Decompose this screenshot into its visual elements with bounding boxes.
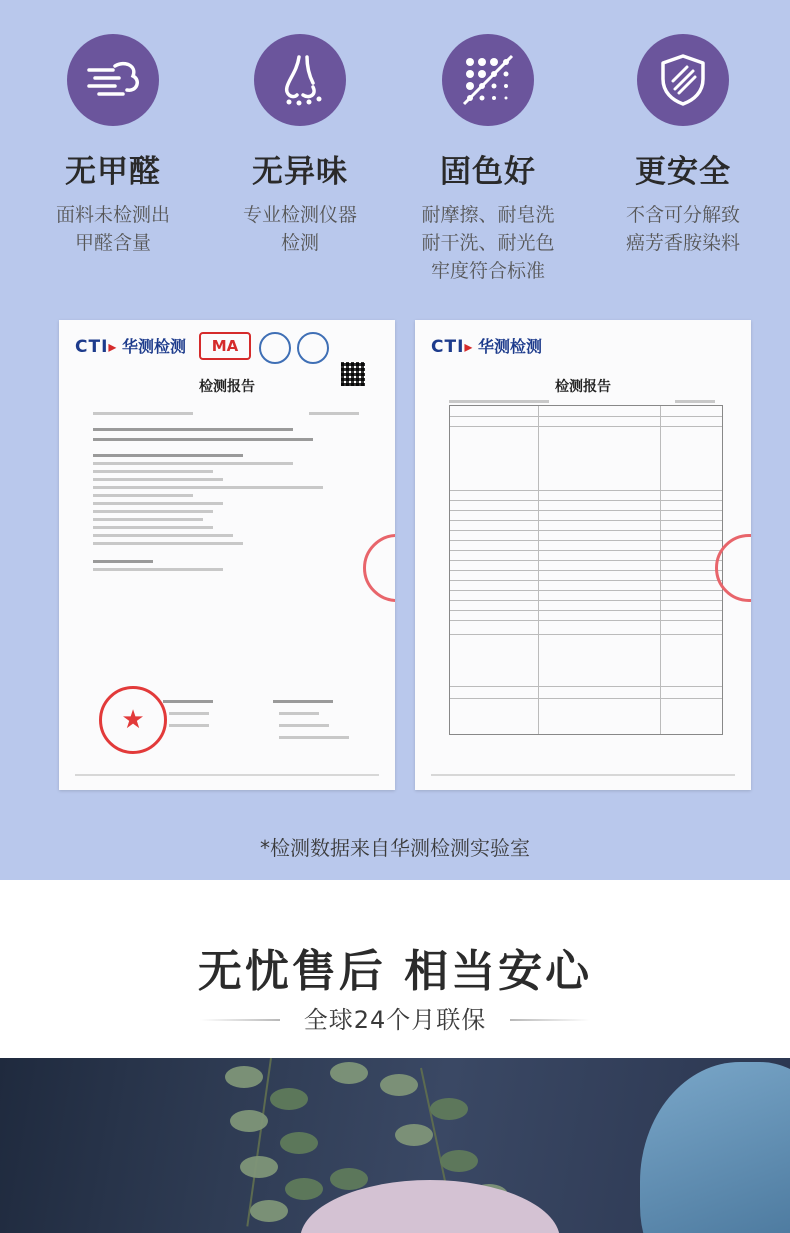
feature-safer <box>588 34 778 257</box>
feature-title: 固色好 <box>440 154 536 190</box>
feature-no-odor <box>205 34 395 257</box>
feature-title: 更安全 <box>635 154 731 190</box>
promo-title: 无忧售后 相当安心 <box>197 946 593 997</box>
feature-desc: 面料未检测出 甲醛含量 <box>55 204 170 254</box>
ilac-mra-seal <box>259 332 291 364</box>
feature-colorfast <box>393 34 583 285</box>
feature-title: 无甲醛 <box>65 154 161 190</box>
feature-title: 无异味 <box>252 154 348 190</box>
shield-icon <box>637 34 729 126</box>
feature-desc: 专业检测仪器 检测 <box>242 204 357 254</box>
promo-subtitle: 全球24个月联保 <box>303 1006 487 1034</box>
cma-mark: MA <box>199 332 251 360</box>
feature-no-formaldehyde <box>18 34 208 257</box>
feature-desc: 耐摩擦、耐皂洗 耐干洗、耐光色 牢度符合标准 <box>421 204 555 282</box>
red-stamp: ★ <box>99 686 167 754</box>
lab-footnote: *检测数据来自华测检测实验室 <box>260 836 530 860</box>
test-report-page-2 <box>415 320 751 790</box>
feature-desc: 不含可分解致 癌芳香胺染料 <box>625 204 740 254</box>
cti-logo: CTI▸ 华测检测 <box>75 337 187 357</box>
dots-fabric-icon <box>442 34 534 126</box>
nose-icon <box>254 34 346 126</box>
red-stamp-partial <box>363 534 395 602</box>
test-report-page-1 <box>59 320 395 790</box>
cnas-seal <box>297 332 329 364</box>
report-title: 检测报告 <box>199 379 255 395</box>
report-title: 检测报告 <box>555 379 611 395</box>
wind-icon <box>67 34 159 126</box>
results-table <box>449 405 723 735</box>
cti-logo: CTI▸ 华测检测 <box>431 337 543 357</box>
